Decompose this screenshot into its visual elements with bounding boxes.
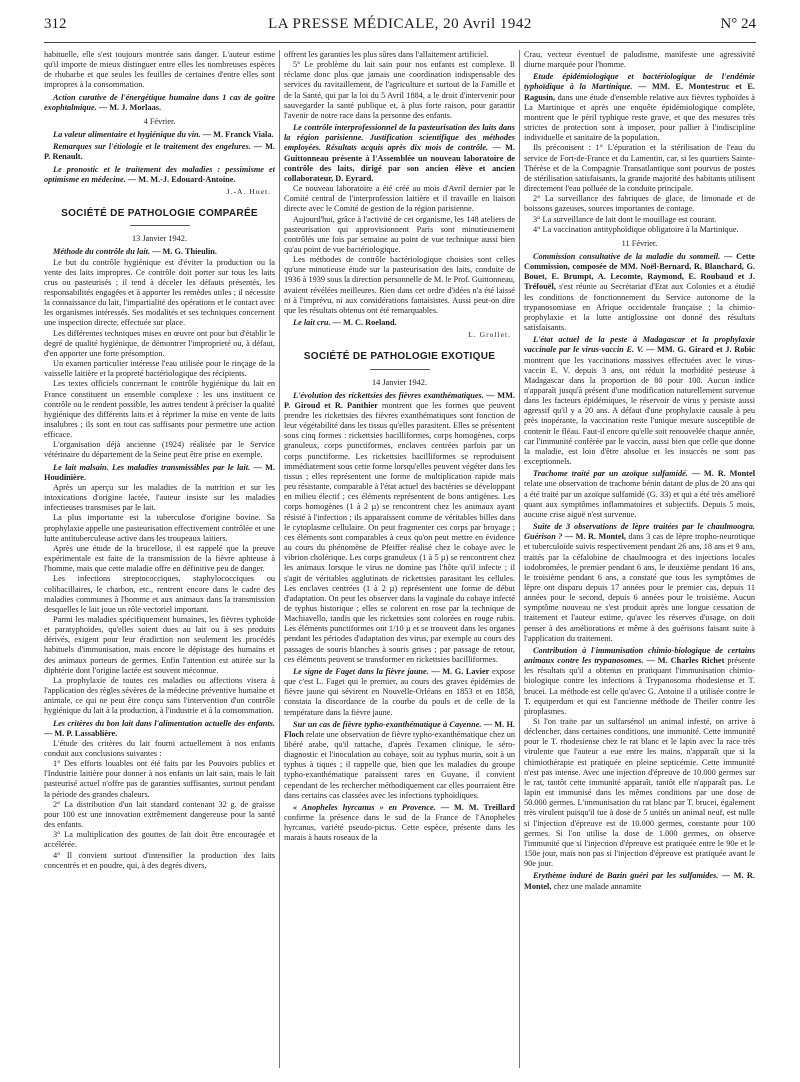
column-right	[524, 50, 755, 1072]
heading-title: L'état actuel de la peste à Madagascar et la prophylaxie vaccinale par le virus-vaccin E. V.	[524, 335, 755, 355]
communication-heading	[44, 165, 275, 185]
heading-text: relate une observation de fièvre typho-exanthématique chez un libéré arabe, qu'il rattache, d'après l'examen clinique, le séro-diagnostic et l'inoculation au cobaye, soit au typhus murin, soit à un typhus à tiques ; il rappelle que, bien que les maladies du groupe typho-exanthématique paraissent rares en Guyane, il convient cependant de les rechercher méthodiquement car elles pourraient être dans certains cas classées avec les infections typhoïdiques.	[284, 729, 515, 800]
paragraph: Un examen particulier intéresse l'eau utilisée pour le rinçage de la vaisselle laitière et la propreté bactériologique des récipients.	[44, 359, 275, 379]
heading-author: — M. P. Lassablière.	[44, 728, 118, 738]
session-date: 4 Février.	[143, 116, 176, 126]
paragraph: 2° La surveillance des fabriques de glace, de limonade et de boissons gazeuses, sources importantes de contage.	[524, 194, 755, 214]
section-rule	[130, 225, 190, 226]
heading-title: Le pronostic et le traitement des maladies : pessimisme et optimisme en médecine.	[44, 164, 275, 184]
communication-heading	[524, 871, 755, 891]
communication-heading	[524, 522, 755, 644]
heading-text: chez une malade annamite	[553, 881, 642, 891]
heading-text: dans 3 cas de lèpre tropho-neurotique et tuberculoïde suivis respectivement pendant 26 ans, 18 ans et 9 ans, traités par la céfalobine de chaulmoogra et des injections locales iodobromées, le premier pendant 6 ans, le deuxième pendant 16 ans, le troisième pendant 6 ans, a constaté que tous les symptômes de lèpre ont disparu depuis 17 années pour le premier cas, depuis 11 années pour le second, depuis 6 années pour le troisième. Aucun symptôme nouveau ne s'est produit après une longue cessation de traitement et l'auteur estime, qu'avec les réserves d'usage, on doit penser à des améliorations et même à des guérisons faisant suite à l'application du traitement.	[524, 532, 755, 643]
heading-author: — M. P. Renault.	[44, 142, 275, 162]
heading-title: Le lait malsain. Les maladies transmissibles par le lait.	[53, 462, 251, 472]
communication-heading	[44, 142, 275, 162]
page-header	[44, 14, 756, 40]
communication-heading	[44, 247, 275, 257]
paragraph: 3° La surveillance de lait dont le mouillage est courant.	[533, 214, 717, 224]
communication-heading	[524, 252, 755, 333]
heading-author: — M. Houdinière.	[44, 462, 275, 482]
heading-author: — MM. G. Girard et J. Robic	[646, 345, 755, 355]
heading-author: — MM. E. Montestruc et E. Ragusin,	[524, 82, 755, 102]
paragraph: Les textes officiels concernant le contrôle hygiénique du lait en France constituent un ensemble complexe : les uns instituent ce contrôle ou le rendent possible, les autres tendent à préciser la qualité hygiénique des différents laits et à réprimer la mise en vente de laits insalubres ; ils sont en tout cas suffisants pour permettre une action efficace.	[44, 379, 275, 440]
communication-heading	[284, 391, 515, 665]
heading-text: montrent que les formes que peuvent prendre les rickettsies des fièvres exanthématiques sont fonction de leur végétabilité dans les tissus qu'elles parasitent. Elles se présentent sous cinq formes : rickettsies bacilliformes, corps homogènes, corps granuleux, corps punctiformes, enclaves centrées parfois par un corps punctiforme. Les rickettsies bacilliformes se reproduisent immédiatement sous cette forme lorsqu'elles peuvent végéter dans les tissus ; elles représentent une forme de multiplication rapide mais peu résistante, comparable à l'état actuel des bactéries se développant en milieu électif ; ces éléments représentent de bons antigènes. Les corps homogènes (1 à 2 µ) se rencontrent chez les animaux ayant résisté à l'infection ; ils apparaissent comme de véritables billes dans le cytoplasme cellulaire. On peut fragmenter ces corps par broyage ; ces éléments sont comparables à ceux qu'on peut mettre en évidence au cours du phénomène de Pfeiffer réalisé chez le cobaye avec le vibrion cholérique. Les corps granuleux (1 à 5 µ) se rencontrent chez les animaux lorsque le virus ne domine pas l'hôte qu'il infecte ; il s'agit de véritables agglutinats de rickettsies parasitant les cellules. Les enclaves centrées (1 à 2 µ) représentent une forme de début d'adaptation. On peut les observer dans la vaginale du cobaye infecté de typhus historique ; elles se colorent en rose par la technique de Machiavello, tandis que les rickettsies sont colorées en rouge rubis. Les éléments punctiformes ont 1/10 µ et se trouvent dans les organes pendant les périodes d'adaptation des virus, par exemple au cours des passages de souris blanches à souris grises ; par passage de retour, ces éléments peuvent se transformer en rickettsies bacilliformes.	[284, 400, 515, 664]
heading-title: Sur un cas de fièvre typho-exanthématique à Cayenne.	[293, 719, 482, 729]
heading-title: L'évolution des rickettsies des fièvres exanthématiques.	[293, 390, 484, 400]
heading-author: — M. Charles Richet	[646, 656, 725, 666]
heading-text: confirme la présence dans le sud de la France de l'Anopheles hyrcanus, variété pseudo-pictus. Cette espèce, présente dans les marais à hauts roseaux de la	[284, 813, 515, 843]
heading-text: expose que c'est L. Faget qui le premier, au cours des graves épidémies de fièvre jaune qui sévirent en Nouvelle-Orléans en 1853 et en 1858, constata la discordance de la courbe du pouls et de celle de la température dans la fièvre jaune.	[284, 666, 515, 717]
paragraph: Après un aperçu sur les maladies de la nutrition et sur les intoxications d'origine lactée, l'auteur insiste sur les maladies infectieuses transmises par le lait.	[44, 482, 275, 513]
heading-title: Trachome traité par un azoïque sulfamidé.	[533, 469, 688, 479]
heading-title: Contribution à l'immunisation chimio-biologique de certains animaux contre les trypanosomes.	[524, 645, 755, 666]
heading-author: — M. J. Morlaas.	[98, 102, 162, 112]
heading-title: « Anopheles hyrcanus » en Provence.	[293, 802, 436, 812]
issue-number: N° 24	[720, 16, 756, 32]
heading-text: montrent que les vaccinations massives effectuées avec le virus-vaccin E. V. depuis 3 ans, ont réduit la morbidité pesteuse à Madagascar dans la proportion de 80 pour 100. Aucun indice n'apparaît jusqu'à présent d'une modification naturellement survenue dans les facteurs épidémiques, le réservoir de virus y persiste aussi agressif qu'il y a 20 ans. A défaut d'une prophylaxie causale à peu près inopérante, la vaccination reste l'unique mesure susceptible de contenir le fléau. Faut-il encore qu'elle soit renouvelée chaque année, car l'immunité conférée par le vaccin, aussi bien que celle que donne la maladie, est loin d'être absolue et les insuccès ne sont pas exceptionnels.	[524, 355, 755, 467]
heading-title: Méthode du contrôle du lait.	[53, 247, 151, 257]
heading-title: La valeur alimentaire et hygiénique du vin.	[53, 130, 201, 140]
reporter-signature: L. Grollet.	[468, 330, 511, 340]
paragraph: 5° Le problème du lait sain pour nos enfants est complexe. Il réclame donc plus que jamais une coordination indispensable des services du ravitaillement, de l'agriculture et surtout de la Famille et de la Santé, qui par la loi du 5 Avril 1884, a le droit d'intervenir pour sauvegarder la santé publique et, à plus forte raison, pour garantir l'avenir de notre race dans la personne des enfants.	[284, 60, 515, 120]
page-number: 312	[44, 16, 67, 32]
communication-heading	[284, 123, 515, 184]
paragraph: Ce nouveau laboratoire a été créé au mois d'Avril dernier par le Comité central de l'interprofession laitière et il travaille en liaison directe avec le Comité de gestion de la région parisienne.	[284, 184, 515, 214]
communication-heading	[524, 72, 755, 143]
heading-title: Le lait cru.	[293, 318, 331, 328]
heading-title: Les critères du bon lait dans l'alimentation actuelle des enfants.	[53, 718, 275, 728]
heading-text: s'est réunie au Secrétariat d'Etat aux Colonies et a étudié les conditions de fonctionnement du Service autonome de la trypanosomiase en Afrique occidentale française ; la chimio-prophylaxie et la lutte antiglossine ont donné des résultats satisfaisants.	[524, 282, 755, 333]
heading-text: dans une étude d'ensemble relative aux fièvres typhoïdes à La Martinique et après une enquête épidémiologique complète, montrent que le péril typhique reste grave, et que des mesures très strictes de protection sont à imposer, pour pallier à l'indiscipline individuelle et sanitaire de la population.	[524, 92, 755, 143]
paragraph: L'étude des critères du lait fourni actuellement à nos enfants conduit aux conclusions suivantes :	[44, 738, 275, 758]
header-rule	[44, 42, 756, 43]
heading-title: Commission consultative de la maladie du sommeil.	[533, 251, 721, 261]
heading-author: — M. Franck Viala.	[202, 130, 274, 140]
section-heading: SOCIÉTÉ DE PATHOLOGIE COMPARÉE	[61, 208, 258, 220]
paragraph: 3° La multiplication des gouttes de lait doit être encouragée et accélérée.	[44, 830, 275, 850]
heading-title: Remarques sur l'étiologie et le traitement des engelures.	[53, 142, 251, 152]
session-date: 13 Janvier 1942.	[131, 234, 188, 244]
communication-heading	[44, 130, 275, 140]
communication-heading	[44, 719, 275, 739]
paragraph: habituelle, elle s'est toujours montrée sans danger. L'auteur estime qu'il importe de mieux distinguer entre elles les nombreuses espèces de rhubarbe et que seules les feuilles de certaines d'entre elles sont impropres à la consommation.	[44, 50, 275, 90]
heading-author: — M. C. Roeland.	[332, 318, 397, 328]
column-divider	[279, 50, 280, 1068]
communication-heading	[284, 720, 515, 801]
communication-heading	[524, 335, 755, 467]
communication-heading	[44, 463, 275, 483]
column-middle	[284, 50, 515, 1072]
column-left	[44, 50, 275, 1072]
heading-title: Le signe de Faget dans la fièvre jaune.	[293, 666, 429, 676]
communication-heading	[524, 469, 755, 520]
paragraph: Parmi les maladies spécifiquement humaines, les fièvres typhoïde et paratyphoïdes, qu'elles soient dues au lait ou à ses produits dérivés, exigent pour leur éradiction non seulement les procédés habituels d'immunisation, mais encore le dépistage des humains et des animaux porteurs de germes. Enfin l'attention est attirée sur la diphtérie dont l'origine lactée est souvent méconnue.	[44, 614, 275, 675]
communication-heading	[284, 803, 515, 844]
session-date: 14 Janvier 1942.	[371, 377, 428, 387]
paragraph: Aujourd'hui, grâce à l'activité de cet organisme, les 148 ateliers de pasteurisation qui approvisionnent Paris sont minutieusement contrôlés une fois par semaine au point de vue technique aussi bien qu'au point de vue bactériologique.	[284, 214, 515, 254]
communication-heading	[524, 646, 755, 717]
heading-title: Erythème induré de Bazin guéri par les sulfamides.	[533, 871, 719, 881]
heading-text: présente les résultats qu'il a obtenus en pratiquant l'immunisation chimio-biologique contre les infections à Trypanosoma rhodesiense et T. brucei. La méthode est celle qu'avec G. Antoine il a utilisée contre le T. equiperdum et qui est l'ancienne méthode de Theiler contre les piroplasmes.	[524, 656, 755, 716]
paragraph: L'organisation déjà ancienne (1924) réalisée par le Service vétérinaire du département de la Seine peut être prise en exemple.	[44, 440, 275, 460]
heading-author: — Cette Commission, composée de MM. Noël-Bernard, R. Blanchard, G. Bouet, E. Brumpt, A. Lecomte, Raymond, E. Roubaud et J. Tréfouël,	[524, 251, 755, 292]
heading-title: Le contrôle interprofessionnel de la pasteurisation des laits dans la région parisienne. Justification scientifique des méthodes employées. Résultats acquis après dix mois de contrôle.	[284, 123, 515, 153]
communication-heading	[44, 93, 275, 113]
journal-title: LA PRESSE MÉDICALE, 20 Avril 1942	[268, 16, 532, 32]
paragraph: Les infections streptococciques, staphylococciques ou colibacillaires, le charbon, etc., rentrent encore dans le cadre des maladies communes à l'homme et aux animaux dans la transmission desquelles le lait joue un rôle vectoriel important.	[44, 574, 275, 614]
paragraph: Ils préconisent : 1° L'épuration et la stérilisation de l'eau du service de Fort-de-France et du Lamentin, car, si les quartiers Sainte-Thérèse et de la Compagnie Transatlantique sont pourvus de postes de stérilisation satisfaisants, la grande majorité des habitants utilisent directement l'eau polluée de la conduite principale.	[524, 143, 755, 194]
paragraph: La prophylaxie de toutes ces maladies ou affections visera à l'application des règles sévères de la médecine préventive humaine et animale, ce qui ne peut être conçu sans l'intervention d'un contrôle hygiénique du lait à la production, à l'industrie et à la consommation.	[44, 675, 275, 716]
reporter-signature: J.-A. Huet.	[226, 186, 271, 196]
heading-title: Suite de 3 observations de lèpre traitées par le chaulmoogra. Guérison ?	[524, 522, 755, 542]
heading-text: présente à l'Assemblée un nouveau laboratoire de contrôle des laits, dirigé par son ancien élève et ancien collaborateur, D. Eyrard.	[284, 153, 515, 183]
heading-author: — M. R. Montel,	[564, 532, 626, 542]
heading-author: — M. G. Thieulin.	[152, 247, 217, 257]
heading-author: — M. R. Montel	[691, 469, 755, 479]
paragraph: Crau, vecteur éventuel de paludisme, manifeste une agressivité diurne marquée pour l'homme.	[524, 50, 755, 70]
paragraph: Les différentes techniques mises en œuvre ont pour but d'établir le degré de qualité hygiénique, de démontrer l'improprieté ou, à défaut, d'en apporter une forte présomption.	[44, 328, 275, 358]
heading-text: relate une observation de trachome bénin datant de plus de 20 ans qui a été traité par un azoïque sulfamidé (G. 33) et qui a été très amélioré quant aux symptômes inflammatoires et subjectifs. Depuis 5 mois, aucune crise aiguë n'est survenue.	[524, 479, 755, 519]
paragraph: Les méthodes de contrôle bactériologique choisies sont celles qu'une minutieuse étude sur la pasteurisation des laits, conduite de 1936 à 1939 sous la direction personnelle de M. le Prof. Guittonneau, avaient révélées meilleures. Rien dans cet ordre d'idées n'a été laissé ni à l'imprévu, ni aux considérations fantaisistes. Aussi peut-on dire que les résultats obtenus ont été remarquables.	[284, 255, 515, 315]
paragraph: Le but du contrôle hygiénique est d'éviter la production ou la vente des laits impropres. Ce contrôle doit porter sur tous les laits crus ou pasteurisés ; il tend à déceler les défauts présentés, les responsabilités engagées et à apporter les remèdes utiles ; il nécessite la connaissance du lait, l'impartialité des opérations et le contact avec les organismes intéressés. Ses modalités et ses techniques concernent une inspection directe, effectuée sur place.	[44, 257, 275, 328]
heading-author: — MM. P. Giroud et R. Panthier	[284, 390, 515, 410]
heading-author: — M. Guittonneau	[284, 143, 515, 163]
communication-heading	[284, 667, 515, 718]
heading-title: Action curative de l'énergétique humaine dans 1 cas de goitre exophtalmique.	[44, 92, 275, 112]
session-date: 11 Février.	[621, 238, 658, 248]
heading-title: Etude épidémiologique et bactériologique de l'endémie typhoïdique à la Martinique.	[524, 72, 755, 92]
paragraph: offrent les garanties les plus sûres dans l'allaitement artificiel.	[284, 50, 489, 59]
paragraph: Après une étude de la brucellose, il est rappelé que la preuve expérimentale est faite de la transmission de la fièvre aphteuse à l'homme, mais que cette maladie offre en définitive peu de danger.	[44, 543, 275, 574]
paragraph: 2° La distribution d'un lait standard contenant 32 g. de graisse pour 100 est une innovation extrêmement dangereuse pour la santé des enfants.	[44, 799, 275, 830]
column-divider	[519, 50, 520, 1068]
heading-author: — M. R. Montel,	[524, 871, 755, 891]
paragraph: 1° Des efforts louables ont été faits par les Pouvoirs publics et l'Industrie laitière pour donner à nos enfants un lait sain, mais le lait pasteurisé actuel n'offre pas de garanties suffisantes, surtout pendant la période des grandes chaleurs.	[44, 759, 275, 799]
paragraph: La plus importante est la tuberculose d'origine bovine. Sa prophylaxie appelle une pasteurisation effectivement contrôlée et une lutte antituberculeuse active dans les troupeaux laitiers.	[44, 513, 275, 543]
heading-author: — M. M.-J. Edouard-Antoine.	[127, 174, 236, 184]
heading-author: — M. M. Treillard	[440, 802, 515, 812]
section-rule	[370, 369, 430, 370]
section-heading: SOCIÉTÉ DE PATHOLOGIE EXOTIQUE	[303, 351, 496, 363]
paragraph: 4° Il convient surtout d'intensifier la production des laits concentrés et en poudre, qui, à des degrés divers,	[44, 850, 275, 870]
paragraph: 4° La vaccination antityphoïdique obligatoire à la Martinique.	[533, 224, 739, 234]
heading-author: — M. G. Lavier	[431, 666, 490, 676]
communication-heading	[284, 318, 515, 328]
heading-author: — M. H. Floch	[284, 719, 515, 739]
paragraph: Si l'on traite par un sulfarsénol un animal infesté, on arrive à déclencher, dans certaines conditions, une immunité. Cette immunité pour le T. rhodesiense chez le rat blanc et le lapin avec la race très virulente que l'auteur a eue entre les mains, n'apparaît que si la chimiothérapie est pratiquée en pleine septicémie. Cette immunité n'est pas intense. Avec une injection d'épreuve de 10.000 germes sur le rat, tantôt cette immunité apparaît, tantôt elle n'apparaît pas. Le lapin est immunisé dans les mêmes conditions par une dose de 50.000 germes. L'immunisation du rat blanc par T. brucei, également très virulent puisqu'il tue à dose de 5 unités un animal neuf, est nulle si l'injection d'épreuve est de 10.000 germes, constante pour 100 germes. Si l'on utilise la dose de 1.000 germes, on observe l'immunité que si l'injection d'épreuve est pratiquée entre le 90e et le 150e jour, mais non pas si l'injection d'épreuve est pratiquée avant le 90e jour.	[524, 717, 755, 869]
